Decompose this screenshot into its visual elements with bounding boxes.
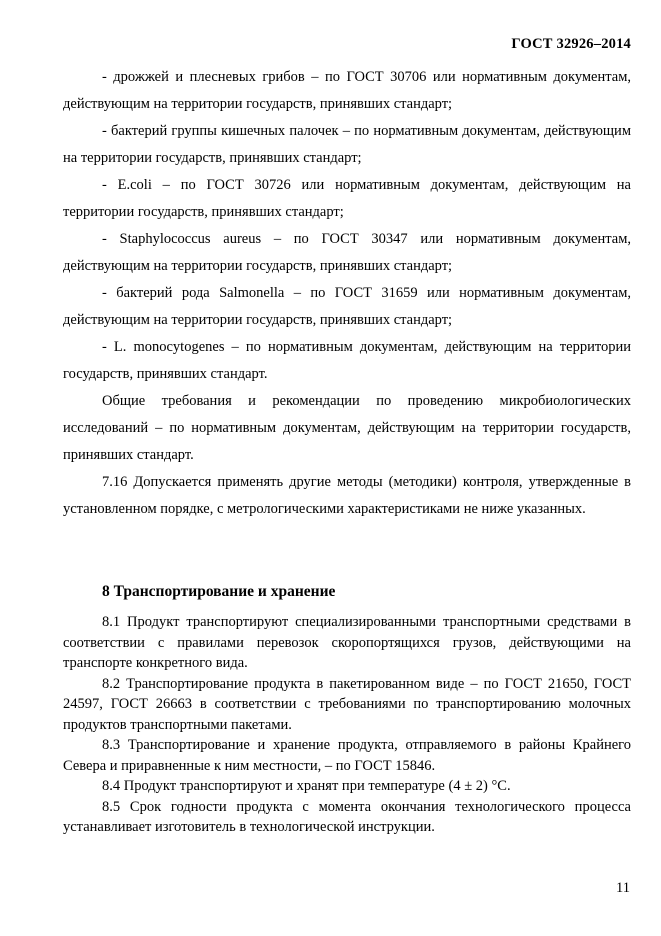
transport-storage-section: [63, 612, 631, 838]
paragraph: 8.5 Срок годности продукта с момента окончания технологического процесса устанавливает изготовитель в технологической инструкции.: [63, 798, 631, 835]
paragraph: 8.2 Транспортирование продукта в пакетированном виде – по ГОСТ 21650, ГОСТ 24597, ГОСТ 26663 в соответствии с требованиями по транспортированию молочных продуктов транспортными пакетами.: [63, 675, 631, 733]
paragraph: 8.3 Транспортирование и хранение продукта, отправляемого в районы Крайнего Севера и приравненные к ним местности, – по ГОСТ 15846.: [63, 737, 631, 774]
paragraph: 8.4 Продукт транспортируют и хранят при температуре (4 ± 2) °С.: [102, 778, 511, 794]
microbiology-methods-list: [63, 64, 631, 523]
paragraph: 8.1 Продукт транспортируют специализированными транспортными средствами в соответствии с правилами перевозок скоропортящихся грузов, действующими на транспорте конкретного вида.: [63, 614, 631, 671]
document-code-header: ГОСТ 32926–2014: [511, 36, 631, 52]
paragraph: - L. monocytogenes – по нормативным документам, действующим на территории государств, принявших стандарт.: [63, 339, 631, 382]
paragraph: - Staphylococcus aureus – по ГОСТ 30347 или нормативным документам, действующим на территории государств, принявших стандарт;: [63, 231, 631, 274]
paragraph: - бактерий рода Salmonella – по ГОСТ 31659 или нормативным документам, действующим на территории государств, принявших стандарт;: [63, 285, 631, 328]
page-number: 11: [616, 880, 630, 896]
paragraph: 7.16 Допускается применять другие методы (методики) контроля, утвержденные в установленном порядке, с метрологическими характеристиками не ниже указанных.: [63, 474, 631, 517]
section-heading: 8 Транспортирование и хранение: [102, 583, 336, 600]
paragraph: - дрожжей и плесневых грибов – по ГОСТ 30706 или нормативным документам, действующим на территории государств, принявших стандарт;: [63, 69, 631, 112]
paragraph: - E.coli – по ГОСТ 30726 или нормативным документам, действующим на территории государств, принявших стандарт;: [63, 177, 631, 220]
paragraph: Общие требования и рекомендации по проведению микробиологических исследований – по нормативным документам, действующим на территории государств, принявших стандарт.: [63, 393, 631, 463]
paragraph: - бактерий группы кишечных палочек – по нормативным документам, действующим на территории государств, принявших стандарт;: [63, 123, 631, 166]
